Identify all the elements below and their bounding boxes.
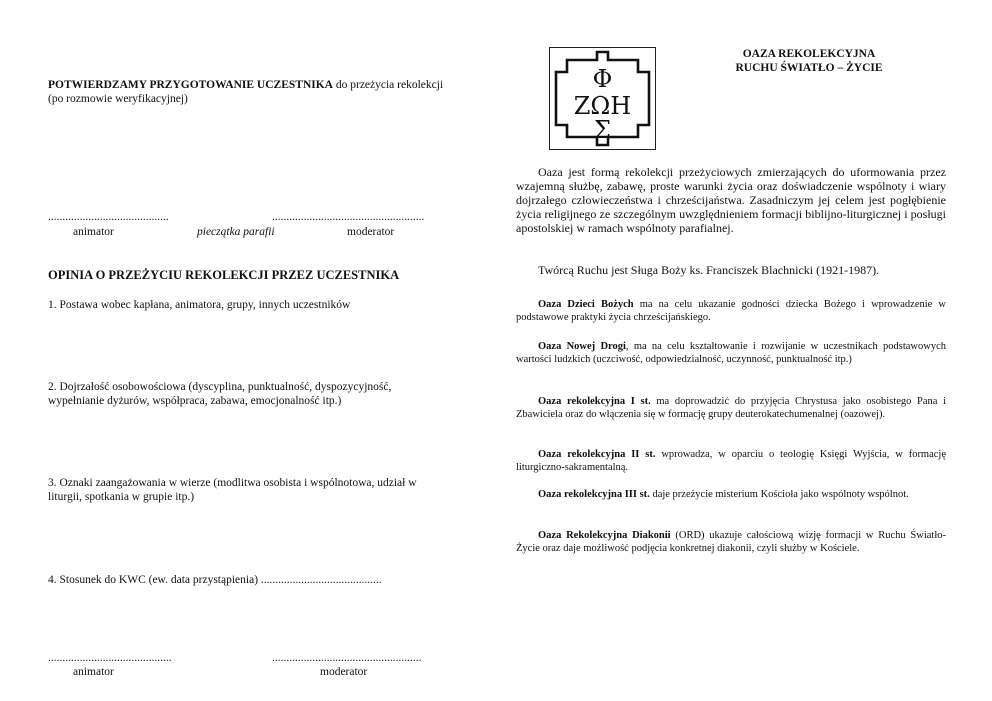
moderator-label-top: moderator [347,226,395,238]
intro-paragraph: Oaza jest formą rekolekcji przeżyciowych zmierzających do uformowania przez wzajemną służbę, zabawę, proste warunki życia oraz doświadczenie wspólnoty i wiary dojrzałego człowieczeństwa i chrześcijaństwa. Zasadniczym jej celem jest pogłębienie życia religijnego ze szczególnym uwzględnieniem formacji biblijno-liturgicznej i posługi apostolskiej w ramach wspólnoty parafialnej. [516,165,946,235]
oasis-name: Oaza rekolekcyjna II st. [538,449,656,460]
oasis-item [516,298,946,324]
oasis-description: ma na celu ukazanie godności dziecka Bożego i wprowadzenie w podstawowe praktyki życia chrześcijańskiego. [516,299,946,323]
opinion-item-4: 4. Stosunek do KWC (ew. data przystąpienia) .......................................... [48,574,382,586]
title-line-1: OAZA REKOLEKCYJNA [742,48,876,60]
oasis-description: wprowadza, w oparciu o teologię Księgi Wyjścia, w formację liturgiczno-sakramentalną. [516,449,947,473]
logo-sigma: Σ [594,116,611,144]
oasis-item [516,395,946,421]
oasis-item [516,488,946,501]
oasis-description: (ORD) ukazuje całościową wizję formacji w Ruchu Światło-Życie oraz daje możliwość podjęcia konkretnej diakonii, czyli służby w Kościele. [516,530,946,554]
oasis-item [516,529,946,555]
opinion-item-2: 2. Dojrzałość osobowościowa (dyscyplina, punktualność, dyspozycyjność, wypełnianie dyżurów, współpraca, zabawa, emocjonalność itp.) [48,381,392,407]
moderator-signature-line-top: ..................................................... [272,211,425,223]
oasis-name: Oaza rekolekcyjna I st. [538,396,651,407]
oasis-name: Oaza rekolekcyjna III st. [538,489,650,500]
animator-label-top: animator [73,226,114,238]
oasis-item [516,448,946,474]
oasis-name: Oaza Rekolekcyjna Diakonii [538,530,671,541]
animator-signature-line-top: .......................................... [48,211,169,223]
opinion-item-1: 1. Postawa wobec kapłana, animatora, grupy, innych uczestników [48,299,351,311]
opinion-heading: OPINIA O PRZEŻYCIU REKOLEKCJI PRZEZ UCZESTNIKA [48,268,400,282]
logo-emblem-icon [550,48,655,149]
opinion-item-3: 3. Oznaki zaangażowania w wierze (modlitwa osobista i wspólnotowa, udział w liturgii, spotkania w grupie itp.) [48,477,417,503]
title-line-2: RUCHU ŚWIATŁO – ŻYCIE [735,62,883,74]
confirmation-statement [48,78,458,106]
animator-label-bottom: animator [73,666,114,678]
parish-stamp-label: pieczątka parafii [197,226,275,238]
oasis-name: Oaza Nowej Drogi [538,341,626,352]
moderator-signature-line-bottom: .................................................... [272,652,422,664]
oasis-item [516,340,946,366]
oasis-description: ma doprowadzić do przyjęcia Chrystusa jako osobistego Pana i Zbawiciela oraz do włączenia się w formację grupy deuterokatechumenalnej (oazowej). [516,396,946,420]
movement-logo [549,47,656,150]
founder-paragraph: Twórcą Ruchu jest Sługa Boży ks. Franciszek Blachnicki (1921-1987). [538,263,880,277]
oasis-description: daje przeżycie misterium Kościoła jako wspólnoty wspólnot. [649,489,909,500]
logo-phi: Φ [592,65,613,93]
animator-signature-line-bottom: ........................................... [48,652,172,664]
confirmation-text: do przeżycia rekolekcji (po rozmowie weryfikacyjnej) [48,79,444,105]
confirmation-heading: POTWIERDZAMY PRZYGOTOWANIE UCZESTNIKA [48,79,333,91]
oasis-description: , ma na celu kształtowanie i rozwijanie w uczestnikach podstawowych wartości ludzkich (uczciwość, odpowiedzialność, uczynność, punktualność itp.) [516,341,946,365]
oasis-name: Oaza Dzieci Bożych [538,299,634,310]
moderator-label-bottom: moderator [320,666,368,678]
logo-zoe: ΖΩΗ [573,92,632,120]
